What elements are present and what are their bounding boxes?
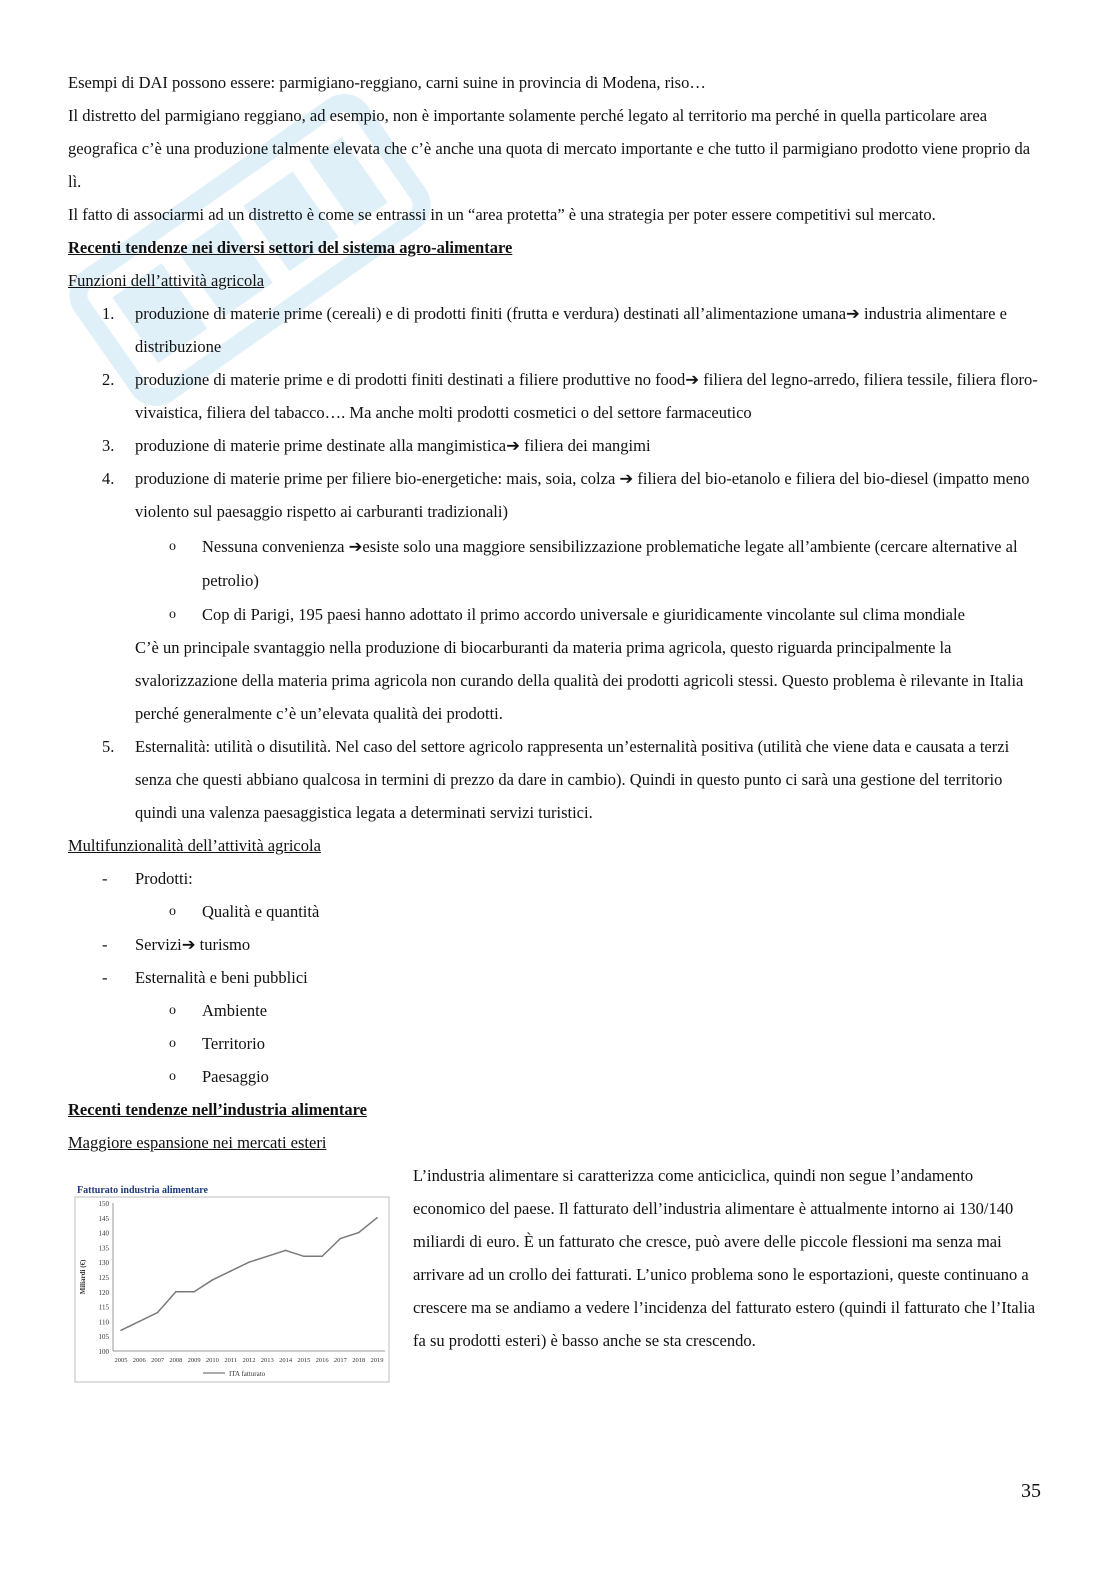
list-number: 5. [102,737,115,756]
list-item-text: produzione di materie prime e di prodotti finiti destinati a filiere produttive no food➔ filiera del legno-arredo, filiera tessile, filiera floro-vivaistica, filiera del tabacco…. Ma anche molti prodotti cosmetici o del settore farmaceutico [135,370,1038,422]
data-point [266,1255,268,1257]
x-tick-label: 2019 [370,1357,384,1364]
list-number: 4. [102,469,115,488]
bullet-icon: o [169,1036,176,1051]
sub-list-item [135,598,1043,631]
list-item [68,928,1043,961]
legend-label: ITA fatturato [229,1370,266,1378]
data-point [175,1291,177,1293]
x-tick-label: 2010 [205,1357,219,1364]
bullet-icon: o [169,539,176,554]
list-item-text: Esternalità: utilità o disutilità. Nel caso del settore agricolo rappresenta un’esternalità positiva (utilità che viene data e causata a terzi senza che questi abbiano qualcosa in termini di prezzo da dare in cambio). Quindi in questo punto ci sarà una gestione del territorio quindi una valenza paesaggistica legata a determinati servizi turistici. [135,737,1010,822]
bullet-icon: o [169,1069,176,1084]
y-tick-label: 140 [98,1229,109,1238]
list-item [68,429,1043,462]
bullet-icon: o [169,1003,176,1018]
x-tick-label: 2011 [224,1357,238,1364]
x-tick-label: 2015 [297,1357,311,1364]
data-point [285,1250,287,1252]
list-number: 1. [102,304,115,323]
biofuel-paragraph: C’è un principale svantaggio nella produzione di biocarburanti da materia prima agricola, questo riguarda principalmente la svalorizzazione della materia prima agricola non curando della qualità dei prodotti agricoli stessi. Questo problema è rilevante in Italia perché generalmente c’è un’elevata qualità dei prodotti. [135,638,1024,723]
data-point [321,1255,323,1257]
dash-icon: - [102,935,108,954]
data-point [212,1279,214,1281]
list-item [68,462,1043,631]
list-item [68,862,1043,928]
x-tick-label: 2005 [114,1357,128,1364]
section-subheading: Maggiore espansione nei mercati esteri [68,1133,327,1152]
x-tick-label: 2016 [315,1357,329,1364]
intro-paragraph: Il fatto di associarmi ad un distretto è come se entrassi in un “area protetta” è una strategia per poter essere competitivi sul mercato. [68,205,936,224]
list-item-text: Esternalità e beni pubblici [135,968,308,987]
chart-title: Fatturato industria alimentare [77,1185,208,1196]
y-axis-label: Miliardi (€) [79,1259,87,1295]
sub-list-item [135,895,1043,928]
x-tick-label: 2008 [169,1357,183,1364]
sub-list-text: Paesaggio [202,1067,269,1086]
document-page [68,66,1043,1389]
section-heading: Recenti tendenze nell’industria alimentare [68,1100,367,1119]
intro-paragraph: Il distretto del parmigiano reggiano, ad esempio, non è importante solamente perché legato al territorio ma perché in quella particolare area geografica c’è una produzione talmente elevata che c’è anche una quota di mercato importante e che tutto il parmigiano prodotto viene proprio da lì. [68,106,1031,191]
chart-row [68,1159,1043,1389]
y-tick-label: 125 [98,1274,109,1282]
data-point [358,1232,360,1234]
x-tick-label: 2007 [151,1357,165,1364]
y-tick-label: 110 [98,1318,109,1327]
sub-list [135,994,1043,1093]
data-point [120,1329,122,1331]
x-tick-label: 2013 [260,1357,274,1364]
y-tick-label: 100 [98,1348,109,1356]
x-tick-label: 2012 [242,1357,256,1364]
list-item-text: Prodotti: [135,869,193,888]
sub-list-text: Nessuna convenienza ➔esiste solo una maggiore sensibilizzazione problematiche legate all’ambiente (cercare alternative al petrolio) [202,537,1018,590]
list-item-text: produzione di materie prime (cereali) e di prodotti finiti (frutta e verdura) destinati all’alimentazione umana➔ industria alimentare e distribuzione [135,304,1007,356]
data-point [340,1238,342,1240]
list-item-text: produzione di materie prime destinate alla mangimistica➔ filiera dei mangimi [135,436,651,455]
x-tick-label: 2014 [279,1357,293,1364]
y-tick-label: 105 [98,1333,109,1342]
data-point [376,1217,378,1219]
sub-list-item [135,1060,1043,1093]
list-item-text: produzione di materie prime per filiere bio-energetiche: mais, soia, colza ➔ filiera del bio-etanolo e filiera del bio-diesel (impatto meno violento sul paesaggio rispetto ai carburanti tradizionali) [135,469,1030,521]
data-point [138,1321,140,1323]
sub-list-text: Territorio [202,1034,265,1053]
x-tick-label: 2017 [333,1357,347,1364]
section-subheading: Multifunzionalità dell’attività agricola [68,836,321,855]
y-tick-label: 145 [98,1214,109,1223]
x-tick-label: 2018 [352,1357,366,1364]
list-item [68,297,1043,363]
y-tick-label: 120 [98,1288,109,1297]
data-point [248,1261,250,1263]
y-tick-label: 150 [98,1200,109,1208]
list-number: 2. [102,370,115,389]
dash-icon: - [102,968,108,987]
sub-list-text: Ambiente [202,1001,268,1020]
dash-icon: - [102,869,108,888]
multifunction-list [68,862,1043,1093]
revenue-chart [73,1181,393,1386]
list-item [68,961,1043,1093]
sub-list [135,530,1043,631]
x-tick-label: 2009 [187,1357,201,1364]
list-item-text: Servizi➔ turismo [135,935,251,954]
section-subheading: Funzioni dell’attività agricola [68,271,265,290]
data-point [230,1270,232,1272]
section-heading: Recenti tendenze nei diversi settori del sistema agro-alimentare [68,238,513,257]
functions-list [68,297,1043,631]
list-number: 3. [102,436,115,455]
x-tick-label: 2006 [132,1357,146,1364]
y-tick-label: 115 [98,1303,109,1312]
chart-frame [75,1197,389,1382]
sub-list-text: Cop di Parigi, 195 paesi hanno adottato il primo accordo universale e giuridicamente vincolante sul clima mondiale [202,605,965,624]
page-number: 35 [1021,1480,1041,1502]
bullet-icon: o [169,607,176,622]
data-point [157,1312,159,1314]
sub-list-item [135,994,1043,1027]
list-item [68,730,1043,829]
data-point [303,1255,305,1257]
y-tick-label: 135 [98,1244,109,1253]
industry-paragraph: L’industria alimentare si caratterizza come anticiclica, quindi non segue l’andamento economico del paese. Il fatturato dell’industria alimentare è attualmente intorno ai 130/140 miliardi di euro. È un fatturato che cresce, può avere delle piccole flessioni ma senza mai arrivare ad un crollo dei fatturati. L’unico problema sono le esportazioni, queste continuano a crescere ma se andiamo a vedere l’incidenza del fatturato estero (quindi il fatturato che l’Italia fa su prodotti esteri) è basso anche se sta crescendo. [413,1166,1036,1350]
sub-list-item [135,1027,1043,1060]
sub-list [135,895,1043,928]
y-tick-label: 130 [98,1259,109,1268]
intro-paragraph: Esempi di DAI possono essere: parmigiano-reggiano, carni suine in provincia di Modena, riso… [68,73,706,92]
bullet-icon: o [169,904,176,919]
data-point [193,1291,195,1293]
functions-list-continued [68,730,1043,829]
list-item [68,363,1043,429]
revenue-chart-svg [73,1181,393,1386]
sub-list-text: Qualità e quantità [202,902,320,921]
sub-list-item [135,530,1043,598]
